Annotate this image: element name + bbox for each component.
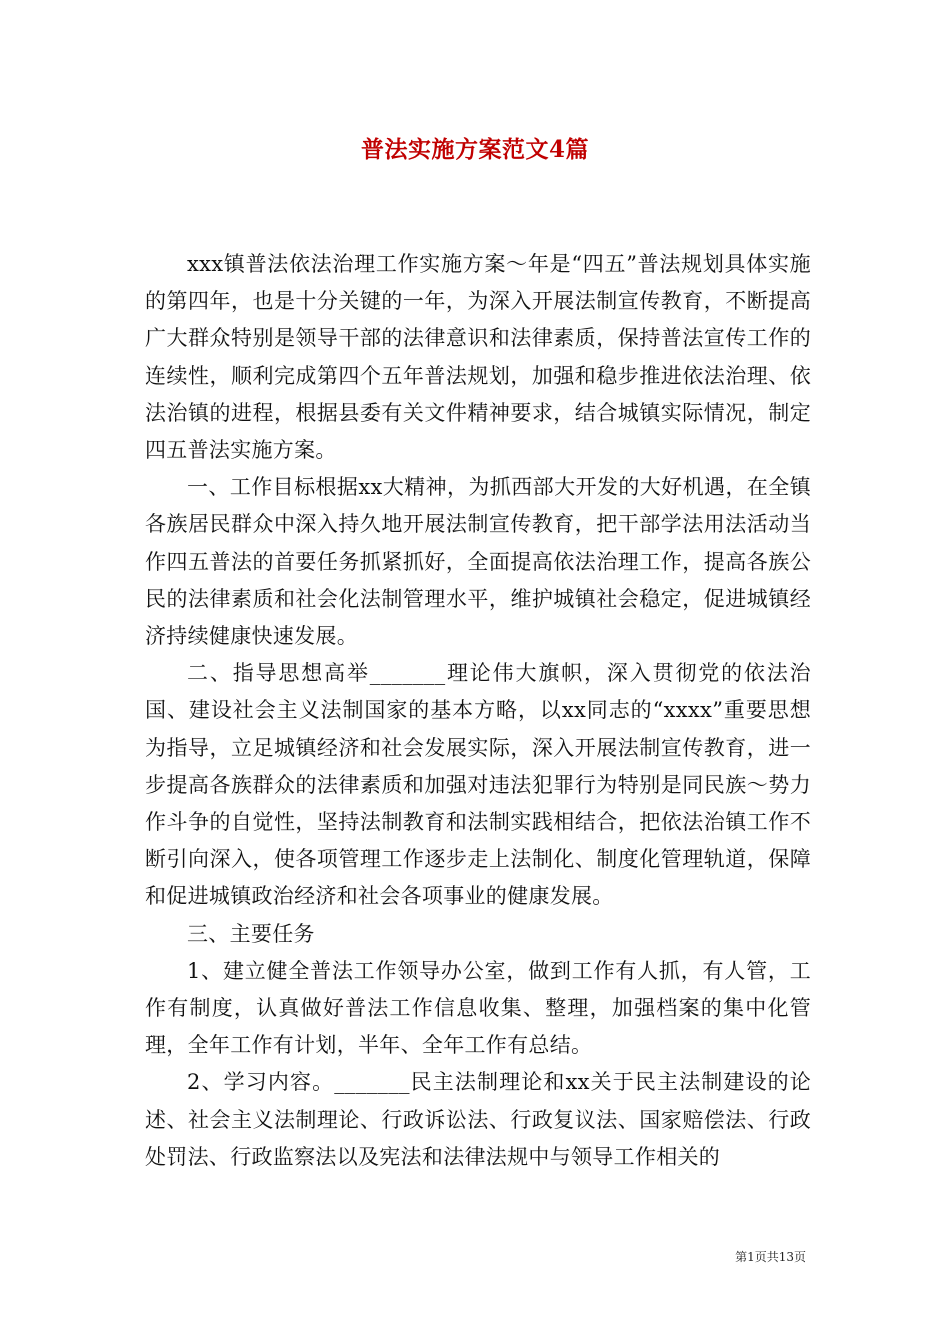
paragraph-guiding-ideology: 二、指导思想高举_______理论伟大旗帜，深入贯彻党的依法治国、建设社会主义法制国家的基本方略，以xx同志的“xxxx”重要思想为指导，立足城镇经济和社会发展实际，深入开展法制宣传教育，进一步提高各族群众的法律素质和加强对违法犯罪行为特别是同民族～势力作斗争的自觉性，坚持法制教育和法制实践相结合，把依法治镇工作不断引向深入，使各项管理工作逐步走上法制化、制度化管理轨道，保障和促进城镇政治经济和社会各项事业的健康发展。	[145, 661, 811, 909]
paragraph-intro: xxx镇普法依法治理工作实施方案～年是“四五”普法规划具体实施的第四年，也是十分关键的一年，为深入开展法制宣传教育，不断提高广大群众特别是领导干部的法律意识和法律素质，保持普法宣传工作的连续性，顺利完成第四个五年普法规划，加强和稳步推进依法治理、依法治镇的进程，根据县委有关文件精神要求，结合城镇实际情况，制定四五普法实施方案。	[145, 252, 811, 463]
paragraph-task-2: 2、学习内容。_______民主法制理论和xx关于民主法制建设的论述、社会主义法制理论、行政诉讼法、行政复议法、国家赔偿法、行政处罚法、行政监察法以及宪法和法律法规中与领导工作相关的	[145, 1070, 811, 1169]
section-heading-main-tasks: 三、主要任务	[187, 921, 315, 946]
page-number-footer: 第1页共13页	[735, 1250, 806, 1264]
document-title: 普法实施方案范文4篇	[360, 136, 589, 163]
paragraph-task-1: 1、建立健全普法工作领导办公室，做到工作有人抓，有人管，工作有制度，认真做好普法工作信息收集、整理，加强档案的集中化管理，全年工作有计划，半年、全年工作有总结。	[145, 958, 811, 1058]
document-body	[145, 246, 811, 1176]
paragraph-work-goal: 一、工作目标根据xx大精神，为抓西部大开发的大好机遇，在全镇各族居民群众中深入持久地开展法制宣传教育，把干部学法用法活动当作四五普法的首要任务抓紧抓好，全面提高依法治理工作，提高各族公民的法律素质和社会化法制管理水平，维护城镇社会稳定，促进城镇经济持续健康快速发展。	[145, 475, 811, 649]
